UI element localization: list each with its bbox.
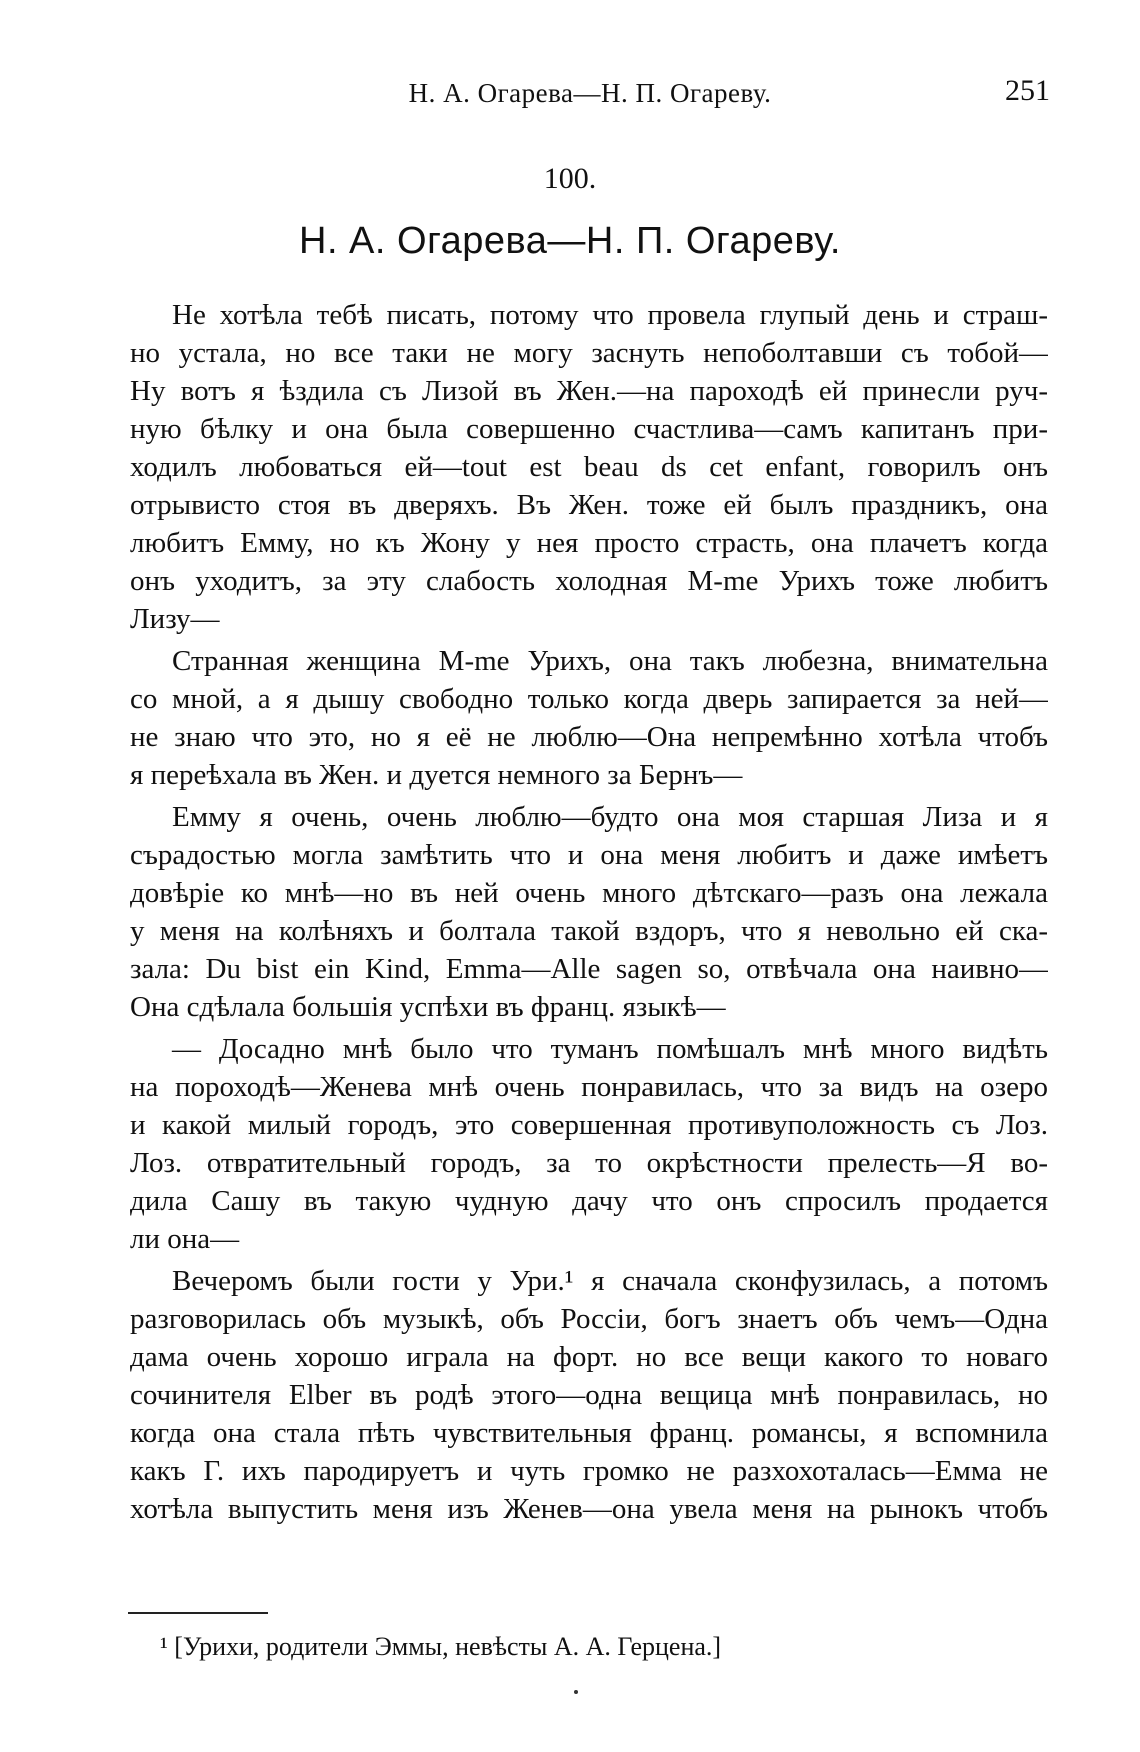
- text-line: разговорилась объ музыкѣ, объ Россіи, богъ знаетъ объ чемъ—Одна: [130, 1303, 1048, 1335]
- text-line: Она сдѣлала большія успѣхи въ франц. языкѣ—: [130, 991, 726, 1023]
- paragraph: [130, 1262, 1048, 1528]
- text-line: когда она стала пѣть чувствительныя франц. романсы, я вспомнила: [130, 1417, 1048, 1449]
- text-line: не знаю что это, но я её не люблю—Она непремѣнно хотѣла чтобъ: [130, 721, 1048, 753]
- text-line: и какой милый городъ, это совершенная противуположность съ Лоз.: [130, 1109, 1048, 1141]
- text-line: Лоз. отвратительный городъ, за то окрѣстности прелесть—Я во-: [130, 1147, 1048, 1179]
- text-line: Лизу—: [130, 603, 220, 635]
- text-line: — Досадно мнѣ было что туманъ помѣшалъ мнѣ много видѣть: [172, 1033, 1048, 1065]
- text-line: сочинителя Elber въ родѣ этого—одна вещица мнѣ понравилась, но: [130, 1379, 1048, 1411]
- letter-title: Н. А. Огарева—Н. П. Огареву.: [299, 220, 841, 262]
- text-line: какъ Г. ихъ пародируетъ и чуть громко не разхохоталась—Емма не: [130, 1455, 1048, 1487]
- text-line: Емму я очень, очень люблю—будто она моя старшая Лиза и я: [172, 801, 1048, 833]
- text-line: отрывисто стоя въ дверяхъ. Въ Жен. тоже ей былъ праздникъ, она: [130, 489, 1048, 521]
- letter-number: 100.: [543, 162, 597, 195]
- text-line: на пороходѣ—Женева мнѣ очень понравилась, что за видъ на озеро: [130, 1071, 1048, 1103]
- text-line: дила Сашу въ такую чудную дачу что онъ спросилъ продается: [130, 1185, 1048, 1217]
- running-header: [130, 70, 1050, 116]
- text-line: я переѣхала въ Жен. и дуется немного за Бернъ—: [130, 759, 743, 791]
- letter-body: [130, 296, 1048, 1528]
- paragraph: [130, 1030, 1048, 1258]
- text-line: ную бѣлку и она была совершенно счастлива—самъ капитанъ при-: [130, 413, 1048, 445]
- text-line: хотѣла выпустить меня изъ Женев—она увела меня на рынокъ чтобъ: [130, 1493, 1048, 1525]
- text-line: у меня на колѣняхъ и болтала такой вздоръ, что я невольно ей ска-: [130, 915, 1048, 947]
- page-number: 251: [1005, 74, 1050, 107]
- paragraph: [130, 296, 1048, 638]
- footnote-rule: [128, 1612, 268, 1614]
- text-line: Ну вотъ я ѣздила съ Лизой въ Жен.—на пароходѣ ей принесли руч-: [130, 375, 1048, 407]
- text-line: со мной, а я дышу свободно только когда дверь запирается за ней—: [130, 683, 1048, 715]
- running-title: Н. А. Огарева—Н. П. Огареву.: [408, 78, 772, 108]
- text-line: но устала, но все таки не могу заснуть непоболтавши съ тобой—: [130, 337, 1048, 369]
- text-line: сърадостью могла замѣтить что и она меня любитъ и даже имѣетъ: [130, 839, 1048, 871]
- text-line: Странная женщина M-me Урихъ, она такъ любезна, внимательна: [172, 645, 1048, 677]
- paragraph: [130, 642, 1048, 794]
- paragraph: [130, 798, 1048, 1026]
- print-speck: [574, 1690, 578, 1694]
- text-line: онъ уходитъ, за эту слабость холодная M-me Урихъ тоже любитъ: [130, 565, 1048, 597]
- text-line: дама очень хорошо играла на форт. но все вещи какого то новаго: [130, 1341, 1048, 1373]
- text-line: Вечеромъ были гости у Ури.¹ я сначала сконфузилась, а потомъ: [172, 1265, 1048, 1297]
- text-line: ли она—: [130, 1223, 240, 1255]
- text-line: Не хотѣла тебѣ писать, потому что провела глупый день и страш-: [172, 299, 1048, 331]
- text-line: ходилъ любоваться ей—tout est beau ds cet enfant, говорилъ онъ: [130, 451, 1048, 483]
- text-line: довѣріе ко мнѣ—но въ ней очень много дѣтскаго—разъ она лежала: [130, 877, 1048, 909]
- footnote: ¹ [Урихи, родители Эммы, невѣсты А. А. Герцена.]: [160, 1632, 722, 1661]
- text-line: любитъ Емму, но къ Жону у нея просто страсть, она плачетъ когда: [130, 527, 1048, 559]
- text-line: зала: Du bist ein Kind, Emma—Alle sagen so, отвѣчала она наивно—: [130, 953, 1048, 985]
